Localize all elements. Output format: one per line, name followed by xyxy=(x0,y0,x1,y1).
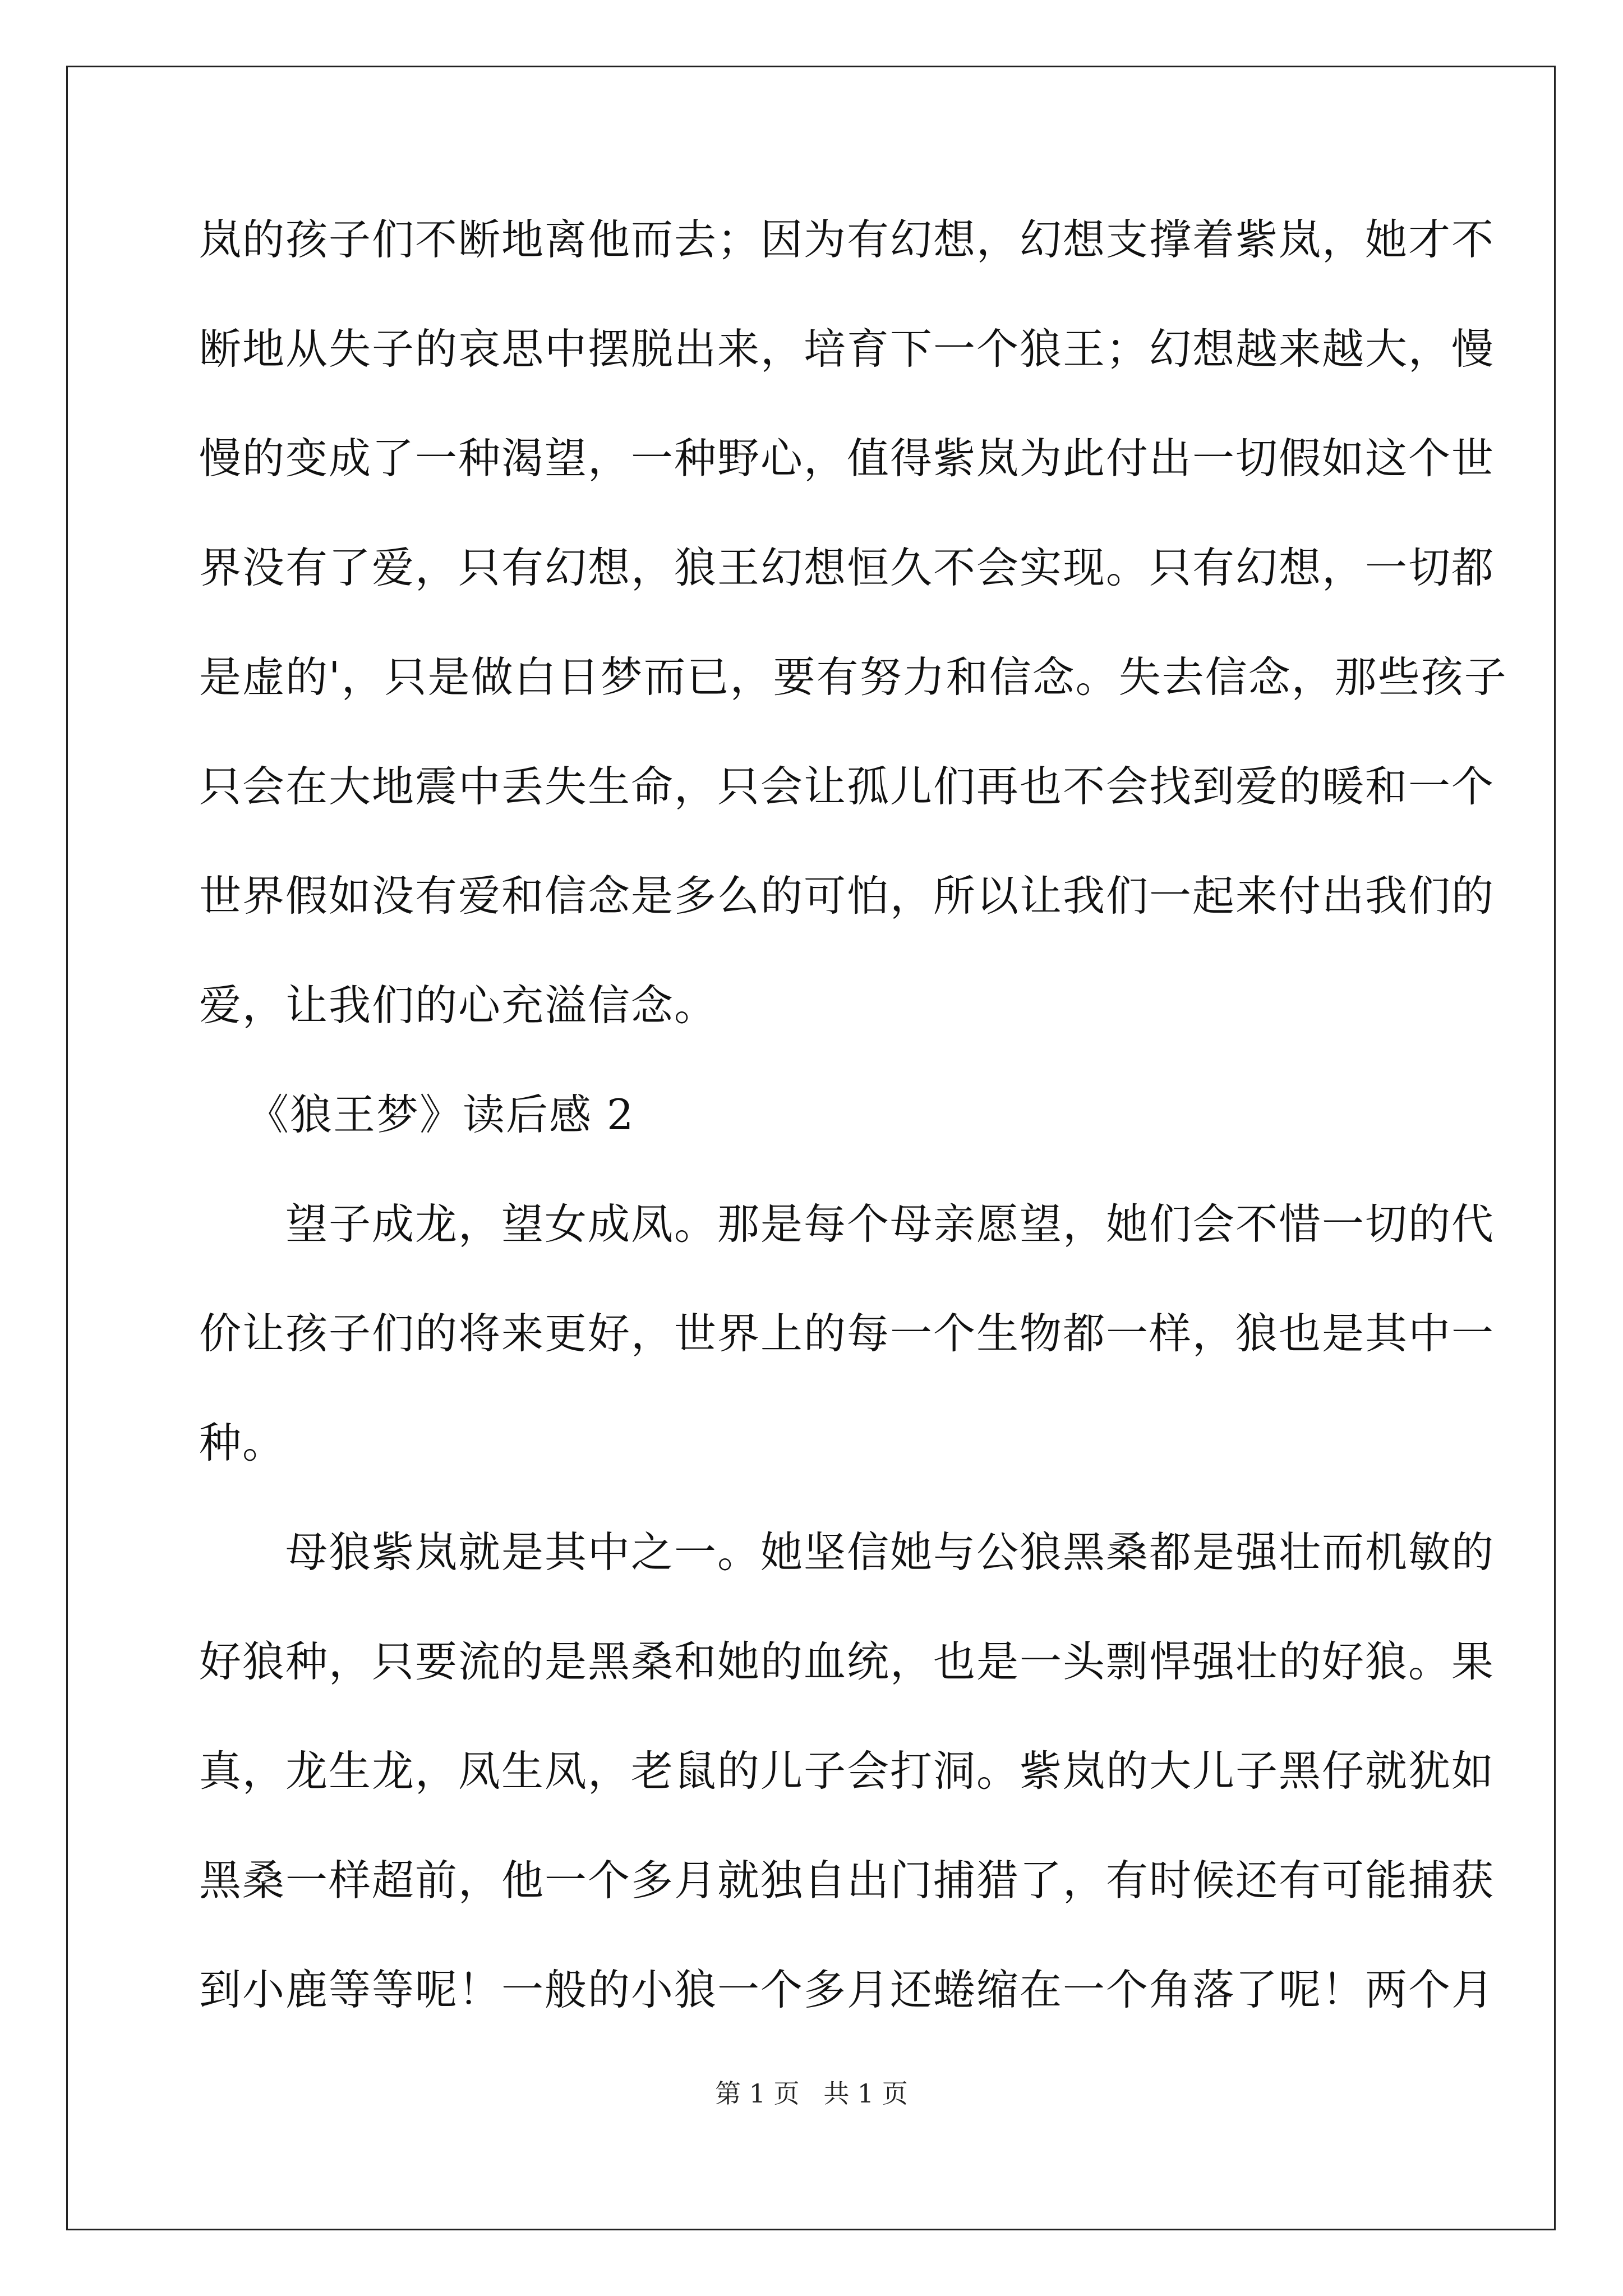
text-line: 黑桑一样超前，他一个多月就独自出门捕猎了，有时候还有可能捕获 xyxy=(199,1856,1495,1905)
text-line: 望子成龙，望女成凤。那是每个母亲愿望，她们会不惜一切的代 xyxy=(199,1199,1495,1249)
text-line: 慢的变成了一种渴望，一种野心，值得紫岚为此付出一切假如这个世 xyxy=(199,434,1495,483)
text-line: 断地从失子的哀思中摆脱出来，培育下一个狼王；幻想越来越大，慢 xyxy=(199,324,1495,374)
page-total: 共 1 页 xyxy=(823,2078,908,2109)
text-line: 真，龙生龙，凤生凤，老鼠的儿子会打洞。紫岚的大儿子黑仔就犹如 xyxy=(199,1746,1495,1796)
text-line: 只会在大地震中丢失生命，只会让孤儿们再也不会找到爱的暖和一个 xyxy=(199,762,1495,811)
text-line: 爱，让我们的心充溢信念。 xyxy=(199,981,718,1030)
text-line: 种。 xyxy=(199,1418,286,1467)
text-line: 是虚的'，只是做白日梦而已，要有努力和信念。失去信念，那些孩子 xyxy=(199,652,1507,702)
text-line: 价让孩子们的将来更好，世界上的每一个生物都一样，狼也是其中一 xyxy=(199,1309,1495,1358)
text-line: 世界假如没有爱和信念是多么的可怕，所以让我们一起来付出我们的 xyxy=(199,871,1495,921)
page-footer xyxy=(0,2077,1623,2110)
text-line: 界没有了爱，只有幻想，狼王幻想恒久不会实现。只有幻想，一切都 xyxy=(199,543,1495,592)
text-line: 到小鹿等等呢！一般的小狼一个多月还蜷缩在一个角落了呢！两个月 xyxy=(199,1965,1495,2014)
page-number: 第 1 页 xyxy=(715,2078,800,2109)
text-line: 好狼种，只要流的是黑桑和她的血统，也是一头剽悍强壮的好狼。果 xyxy=(199,1637,1495,1686)
section-heading: 《狼王梦》读后感 2 xyxy=(247,1090,635,1139)
text-line: 母狼紫岚就是其中之一。她坚信她与公狼黑桑都是强壮而机敏的 xyxy=(199,1527,1495,1577)
text-line: 岚的孩子们不断地离他而去；因为有幻想，幻想支撑着紫岚，她才不 xyxy=(199,215,1495,264)
